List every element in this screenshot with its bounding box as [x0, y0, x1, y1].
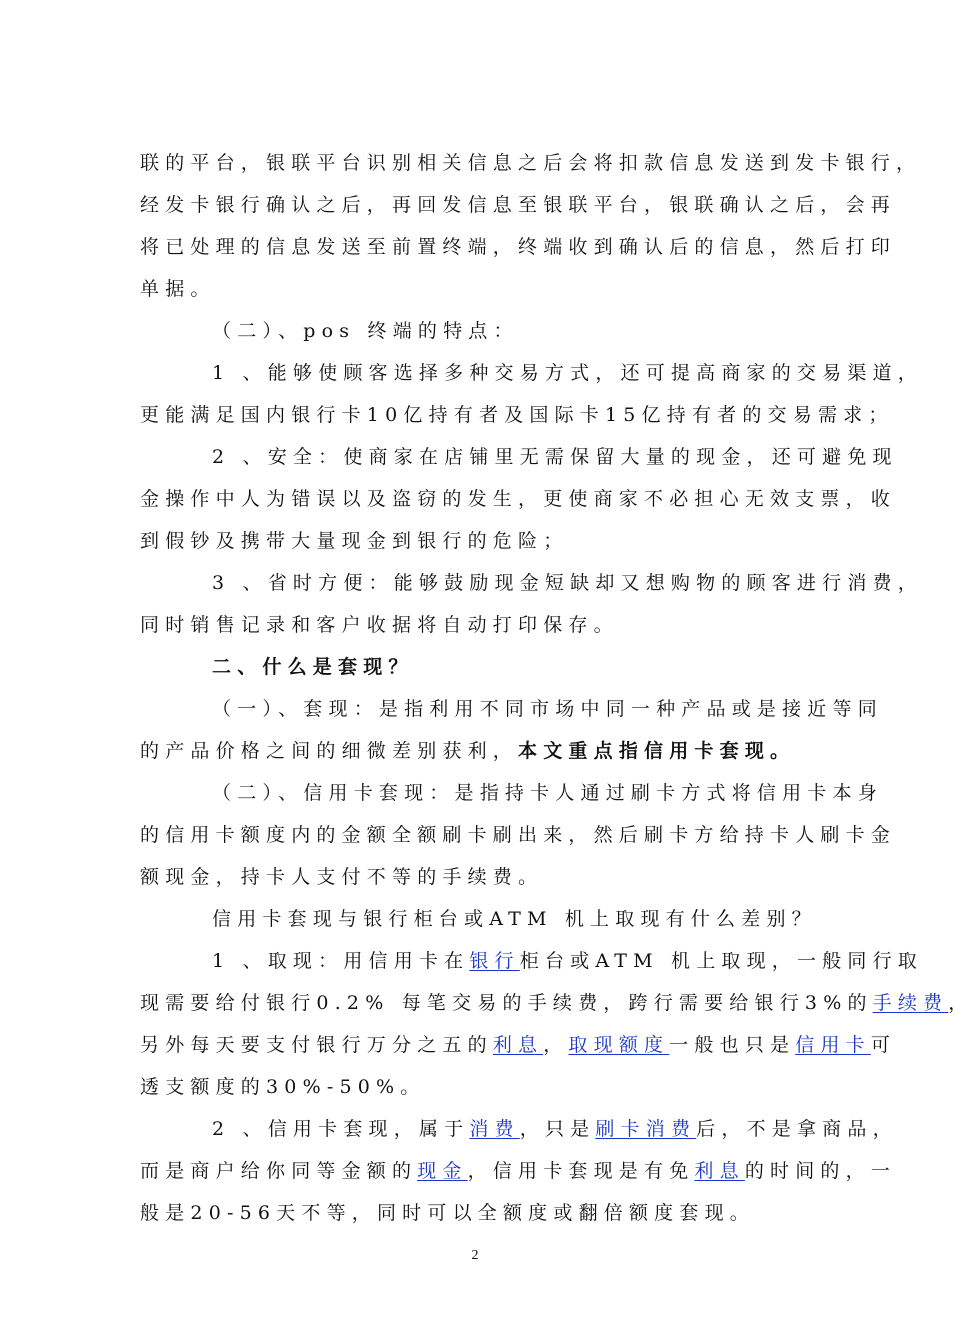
- paragraph-line: 金操作中人为错误以及盗窃的发生，更使商家不必担心无效支票，收: [140, 488, 897, 510]
- link-fee[interactable]: 手续费: [872, 992, 949, 1014]
- link-cash-limit[interactable]: 取现额度: [568, 1034, 670, 1056]
- paragraph-line: 单据。: [140, 278, 216, 300]
- paragraph-line: 2 、安全：使商家在店铺里无需保留大量的现金，还可避免现: [212, 446, 898, 468]
- text-run: 1 、取现：用信用卡在: [212, 950, 470, 972]
- paragraph-line: [140, 739, 865, 763]
- text-run: 2 、信用卡套现，属于: [212, 1118, 470, 1140]
- paragraph-line: （一）、套现：是指利用不同市场中同一种产品或是接近等同: [212, 698, 883, 720]
- link-consumption[interactable]: 消费: [469, 1118, 520, 1140]
- paragraph-line: 透支额度的30%-50%。: [140, 1076, 426, 1098]
- paragraph-line: 经发卡银行确认之后，再回发信息至银联平台，银联确认之后，会再: [140, 194, 897, 216]
- paragraph-line: [212, 949, 923, 973]
- text-run: 可: [870, 1034, 897, 1056]
- paragraph-line: [212, 1117, 898, 1141]
- link-credit-card[interactable]: 信用卡: [795, 1034, 871, 1056]
- page-number: 2: [471, 1248, 479, 1263]
- paragraph-line: 将已处理的信息发送至前置终端，终端收到确认后的信息，然后打印: [140, 236, 897, 258]
- link-cash[interactable]: 现金: [417, 1160, 468, 1182]
- text-run: 的时间的，一: [744, 1160, 897, 1182]
- paragraph-line: 的信用卡额度内的金额全额刷卡刷出来，然后刷卡方给持卡人刷卡金: [140, 824, 897, 846]
- paragraph-line: 到假钞及携带大量现金到银行的危险；: [140, 530, 569, 552]
- text-run: ，信用卡套现是有免: [467, 1160, 695, 1182]
- emphasis-text: 本文重点指信用卡套现。: [518, 740, 796, 762]
- paragraph-line: 同时销售记录和客户收据将自动打印保存。: [140, 614, 619, 636]
- text-run: ，只是: [519, 1118, 596, 1140]
- text-run: 现需要给付银行0.2% 每笔交易的手续费，跨行需要给银行3%的: [140, 992, 873, 1014]
- paragraph-line: 般是20-56天不等，同时可以全额度或翻倍额度套现。: [140, 1202, 755, 1224]
- text-run: 而是商户给你同等金额的: [140, 1160, 418, 1182]
- paragraph-line: [140, 991, 973, 1015]
- paragraph-line: [140, 1159, 897, 1183]
- paragraph-line: 额现金，持卡人支付不等的手续费。: [140, 866, 544, 888]
- text-run: ，: [543, 1034, 569, 1056]
- link-interest-2[interactable]: 利息: [694, 1160, 745, 1182]
- text-run: 后，不是拿商品，: [696, 1118, 898, 1140]
- text-run: 的产品价格之间的细微差别获利，: [140, 740, 519, 762]
- paragraph-line: 3 、省时方便：能够鼓励现金短缺却又想购物的顾客进行消费，: [212, 572, 923, 594]
- paragraph-line: 联的平台，银联平台识别相关信息之后会将扣款信息发送到发卡银行，: [140, 152, 922, 174]
- link-card-consumption[interactable]: 刷卡消费: [595, 1118, 697, 1140]
- section-heading: 二、什么是套现？: [212, 656, 414, 678]
- text-run: 一般也只是: [669, 1034, 796, 1056]
- paragraph-line: 更能满足国内银行卡10亿持有者及国际卡15亿持有者的交易需求；: [140, 404, 894, 426]
- link-bank[interactable]: 银行: [469, 950, 520, 972]
- link-interest[interactable]: 利息: [492, 1034, 544, 1056]
- paragraph-line: 信用卡套现与银行柜台或ATM 机上取现有什么差别？: [212, 908, 817, 930]
- text-run: 柜台或ATM 机上取现，一般同行取: [519, 950, 923, 972]
- paragraph-line: 1 、能够使顾客选择多种交易方式，还可提高商家的交易渠道，: [212, 362, 923, 384]
- paragraph-line: [140, 1033, 897, 1057]
- text-run: 另外每天要支付银行万分之五的: [140, 1034, 493, 1056]
- section-heading: （二）、pos 终端的特点：: [212, 320, 519, 342]
- paragraph-line: （二）、信用卡套现：是指持卡人通过刷卡方式将信用卡本身: [212, 782, 883, 804]
- text-run: ，: [948, 992, 973, 1014]
